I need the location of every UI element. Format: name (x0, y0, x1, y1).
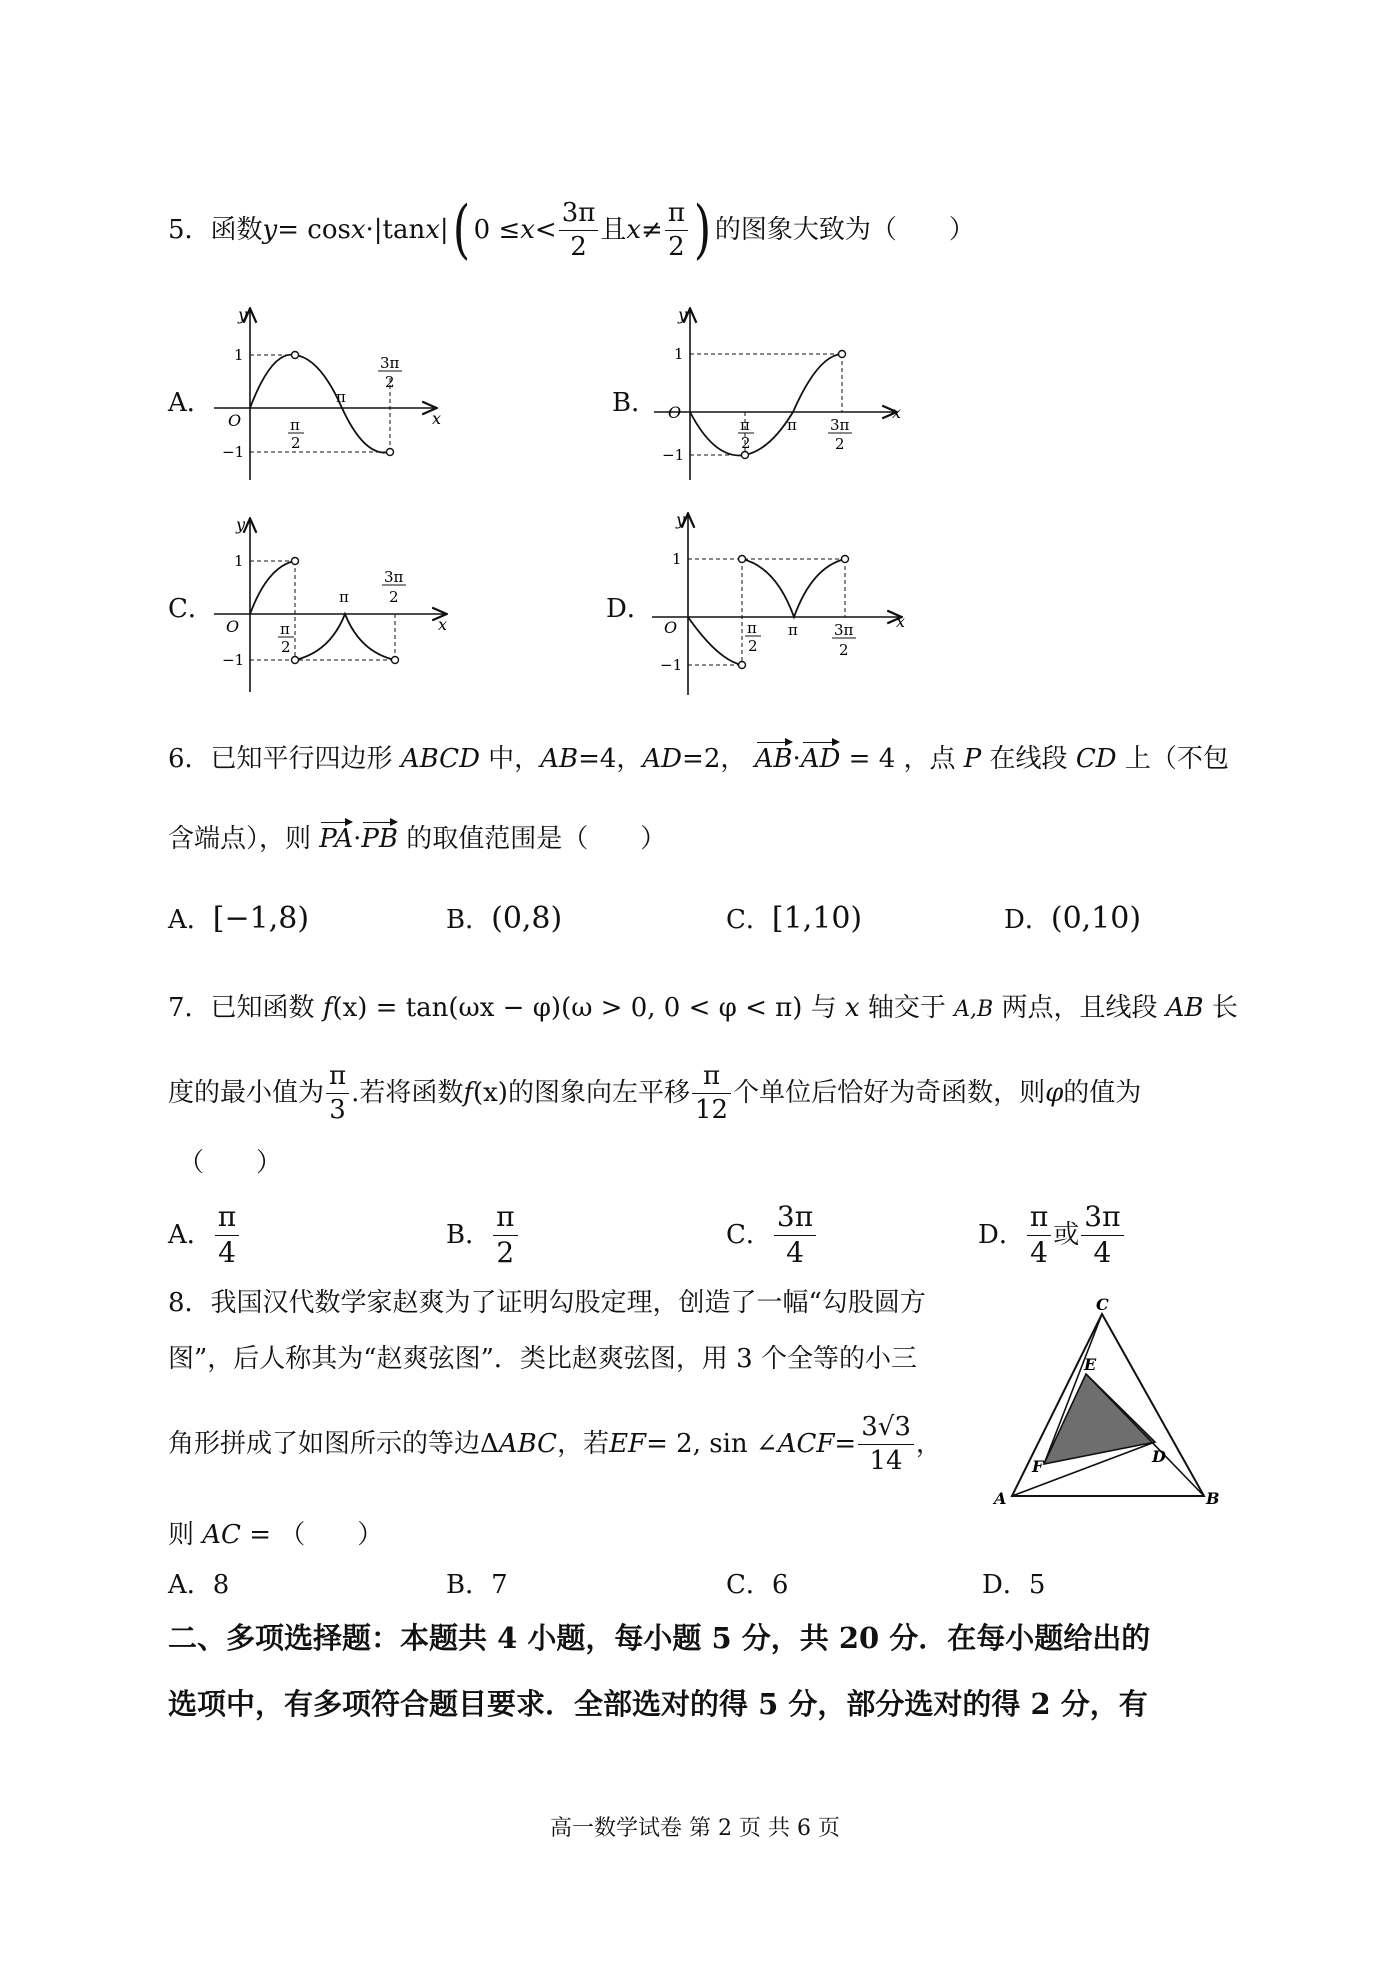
q7-option-a: A． $\frac{\pi}{4}$ (168, 1200, 241, 1270)
q7-option-b: B． $\frac{\pi}{2}$ (446, 1200, 520, 1270)
svg-text:π: π (280, 620, 290, 638)
svg-text:π: π (747, 619, 757, 637)
svg-text:2: 2 (839, 641, 849, 659)
svg-text:1: 1 (672, 550, 682, 568)
fraction: $\frac{\pi}{3}$ (326, 1062, 349, 1124)
q8-line-1: 8．我国汉代数学家赵爽为了证明勾股定理，创造了一幅“勾股圆方 (168, 1288, 926, 1318)
svg-text:−1: −1 (662, 446, 685, 464)
point-c: C (1096, 1296, 1109, 1314)
fraction: $\frac{\pi}{12}$ (692, 1062, 731, 1124)
q6-line-2: 含端点），则 PA·PB 的取值范围是（ ） (168, 824, 667, 854)
q6-option-b: B．(0,8) (446, 901, 563, 936)
q5-option-a-label: A． (168, 388, 213, 418)
point-f: F (1032, 1457, 1044, 1476)
q7-option-d: D． $\frac{\pi}{4}$ 或 $\frac{3\pi}{4}$ (978, 1200, 1126, 1270)
svg-text:π: π (290, 416, 300, 434)
q5-graph-d (648, 505, 918, 700)
q8-option-d: D．5 (982, 1570, 1046, 1600)
svg-text:π: π (339, 588, 349, 606)
q5-graph-c (210, 510, 450, 700)
svg-text:2: 2 (748, 637, 758, 655)
svg-text:1: 1 (234, 346, 244, 364)
svg-text:O: O (226, 617, 240, 636)
svg-text:2: 2 (291, 434, 301, 452)
svg-text:π: π (787, 416, 797, 434)
q8-option-a: A．8 (168, 1570, 230, 1600)
vector-pa: PA (319, 824, 354, 854)
svg-text:1: 1 (674, 345, 684, 363)
q8-option-c: C．6 (726, 1570, 789, 1600)
svg-text:O: O (228, 411, 242, 430)
svg-text:x: x (892, 403, 902, 422)
q6-option-c: C．[1,10) (726, 901, 863, 936)
q7-line-1: 7．已知函数 f(x) = tan(ωx − φ)(ω > 0, 0 < φ < π) 与 x 轴交于 A,B 两点，且线段 AB 长 (168, 993, 1238, 1023)
q5-graph-b (650, 300, 910, 490)
svg-text:3π: 3π (830, 416, 850, 434)
vector-ab: AB (754, 744, 793, 774)
section-2-heading-line-1: 二、多项选择题：本题共 4 小题，每小题 5 分，共 20 分．在每小题给出的 (168, 1621, 1151, 1655)
point-e: E (1084, 1355, 1097, 1374)
svg-text:x: x (438, 615, 448, 634)
fraction: $\frac{\pi}{2}$ (665, 199, 688, 261)
q5-graph-a (210, 300, 450, 490)
svg-text:3π: 3π (380, 354, 400, 372)
q7-option-c: C． $\frac{3\pi}{4}$ (726, 1200, 818, 1270)
svg-text:π: π (740, 416, 750, 434)
left-paren: ( (452, 193, 470, 267)
svg-text:O: O (664, 618, 678, 637)
q8-line-3: 角形拼成了如图所示的等边 Δ ABC ，若 EF = 2, sin ∠ ACF = $\frac{3√3}{14}$ ， (168, 1411, 942, 1476)
fraction: $\frac{3\pi}{2}$ (559, 199, 599, 261)
point-d: D (1152, 1447, 1166, 1466)
svg-text:x: x (896, 612, 906, 631)
svg-text:π: π (788, 621, 798, 639)
svg-text:2: 2 (835, 435, 845, 453)
svg-text:2: 2 (741, 434, 751, 452)
q5-option-b-label: B． (612, 388, 658, 418)
svg-text:O: O (668, 403, 682, 422)
vector-ad: AD (800, 744, 841, 774)
svg-text:y: y (676, 510, 686, 529)
svg-text:2: 2 (281, 638, 291, 656)
vector-pb: PB (361, 824, 399, 854)
svg-text:2: 2 (385, 373, 395, 391)
q5-option-c-label: C． (168, 594, 214, 624)
q8-triangle-figure (992, 1296, 1242, 1516)
svg-text:3π: 3π (834, 621, 854, 639)
q6-option-d: D．(0,10) (1004, 901, 1142, 936)
svg-text:−1: −1 (660, 656, 683, 674)
q7-line-2: 度的最小值为 $\frac{\pi}{3}$ .若将函数 f (x) 的图象向左平移 $\frac{\pi}{12}$ 个单位后恰好为奇函数，则 φ 的值为 (168, 1060, 1142, 1125)
svg-text:y: y (238, 305, 248, 324)
page-footer: 高一数学试卷 第 2 页 共 6 页 (550, 1816, 840, 1841)
svg-text:2: 2 (389, 588, 399, 606)
fraction: $\frac{3√3}{14}$ (858, 1413, 914, 1475)
q8-line-2: 图”，后人称其为“赵爽弦图”．类比赵爽弦图，用 3 个全等的小三 (168, 1344, 917, 1374)
point-a: A (994, 1489, 1007, 1508)
svg-text:−1: −1 (222, 443, 245, 461)
svg-text:y: y (678, 305, 688, 324)
q5-prefix: 5．函数 (168, 215, 263, 245)
q6-line-1: 6．已知平行四边形 ABCD 中，AB=4，AD=2， AB·AD = 4 ，点 P 在线段 CD 上（不包 (168, 744, 1229, 774)
q6-option-a: A．[−1,8) (168, 901, 310, 936)
svg-text:1: 1 (234, 552, 244, 570)
svg-text:−1: −1 (222, 651, 245, 669)
svg-text:π: π (336, 388, 346, 406)
q7-line-3: （ ） (178, 1148, 283, 1178)
section-2-heading-line-2: 选项中，有多项符合题目要求．全部选对的得 5 分，部分选对的得 2 分，有 (168, 1687, 1148, 1721)
svg-text:y: y (236, 515, 246, 534)
q5-stem: 5．函数 y = cos x ·|tan x | ( 0 ≤ x < $\frac{3\pi}{2}$ 且 x ≠ $\frac{\pi}{2}$ ) 的图象大致为（ ） (168, 193, 975, 267)
q8-option-b: B．7 (446, 1570, 508, 1600)
svg-text:x: x (432, 409, 442, 428)
point-b: B (1206, 1489, 1220, 1508)
q5-option-d-label: D． (606, 594, 653, 624)
svg-text:3π: 3π (384, 568, 404, 586)
q8-line-4: 则 AC = （ ） (168, 1520, 384, 1550)
right-paren: ) (693, 193, 712, 267)
